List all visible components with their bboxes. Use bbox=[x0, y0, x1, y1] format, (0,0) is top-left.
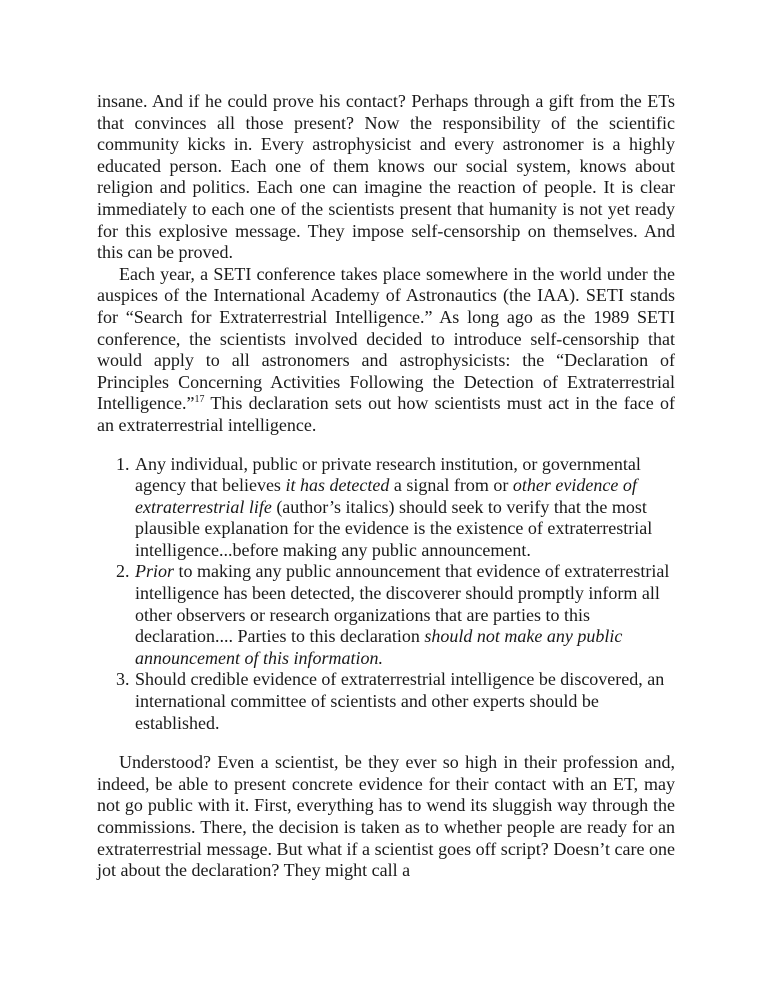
paragraph-2-text: Each year, a SETI conference takes place somewhere in the world under the auspices of the International Academy of Astronautics (the IAA). SETI stands for “Search for Extraterrestrial Intelligence.” As long ago as the 1989 SETI conference, the scientists involved decided to introduce self-censorship that would apply to all astronomers and astrophysicists: the “Declaration of Principles Concerning Activities Following the Detection of Extraterrestrial Intelligence.” bbox=[97, 263, 675, 414]
list-item bbox=[97, 669, 675, 734]
list-text: to making any public announcement that evidence of extraterrestrial intelligence has been detected, the discoverer should promptly inform all other observers or research organizations that are parties to this declaration.... Parties to this declaration bbox=[135, 561, 670, 647]
list-text: Any individual, public or private research institution, or governmental agency that believes bbox=[135, 453, 641, 496]
list-text: Should credible evidence of extraterrestrial intelligence be discovered, an international committee of scientists and other experts should be established. bbox=[135, 669, 665, 733]
list-number: 1. bbox=[116, 453, 130, 474]
list-text: (author’s italics) should seek to verify that the most plausible explanation for the evidence is the existence of extraterrestrial intelligence...before making any public announcement. bbox=[135, 496, 653, 560]
list-text: a signal from or bbox=[389, 475, 513, 496]
list-italic-text: Prior bbox=[135, 561, 175, 582]
list-number: 2. bbox=[116, 561, 130, 582]
paragraph-2 bbox=[97, 264, 675, 437]
declaration-list bbox=[97, 454, 675, 735]
footnote-marker: 17 bbox=[194, 394, 205, 406]
document-page bbox=[97, 91, 675, 882]
list-italic-text: it has detected bbox=[285, 475, 390, 496]
list-italic-text: should not make any public announcement of this information. bbox=[135, 626, 623, 668]
list-italic-text: other evidence of extraterrestrial life bbox=[135, 475, 637, 517]
paragraph-3: Understood? Even a scientist, be they ever so high in their profession and, indeed, be able to present concrete evidence for their contact with an ET, may not go public with it. First, everything has to wend its sluggish way through the commissions. There, the decision is taken as to whether people are ready for an extraterrestrial message. But what if a scientist goes off script? Doesn’t care one jot about the declaration? They might call a bbox=[97, 752, 675, 881]
list-item bbox=[97, 561, 675, 669]
list-number: 3. bbox=[116, 669, 130, 690]
paragraph-2-text-end: This declaration sets out how scientists must act in the face of an extraterrestrial intelligence. bbox=[97, 393, 675, 435]
list-item bbox=[97, 454, 675, 562]
paragraph-1: insane. And if he could prove his contact? Perhaps through a gift from the ETs that convinces all those present? Now the responsibility of the scientific community kicks in. Every astrophysicist and every astronomer is a highly educated person. Each one of them knows our social system, knows about religion and politics. Each one can imagine the reaction of people. It is clear immediately to each one of the scientists present that humanity is not yet ready for this explosive message. They impose self-censorship on themselves. And this can be proved. bbox=[97, 91, 675, 263]
